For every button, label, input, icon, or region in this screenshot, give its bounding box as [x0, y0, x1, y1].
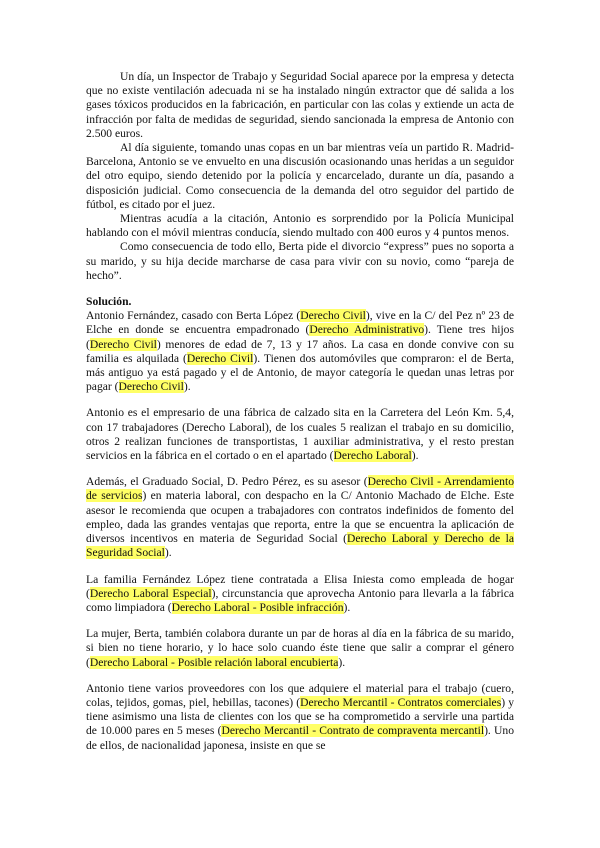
- law-highlight: Derecho Civil: [186, 351, 254, 365]
- text-run: ).: [411, 449, 419, 463]
- text-run: ) menores de edad de 7, 13 y 17 años. La casa en donde convive con su familia es alquilada (: [86, 337, 514, 365]
- text-run: ).: [343, 600, 351, 614]
- intro-paragraph-3: Mientras acudía a la citación, Antonio es sorprendido por la Policía Municipal hablando con el móvil mientras conducía, siendo multado con 400 euros y 4 puntos menos.: [86, 212, 514, 240]
- text-run: La familia Fernández López tiene contratada a Elisa Iniesta como empleada de hogar (: [86, 572, 514, 600]
- text-run: ).: [164, 546, 172, 560]
- solution-title: Solución.: [86, 295, 132, 309]
- intro-paragraph-1: Un día, un Inspector de Trabajo y Seguridad Social aparece por la empresa y detecta que no existe ventilación adecuada ni se ha instalado ningún extractor que dé salida a los gases tóxicos producidos en la fabricación, en particular con las colas y extiende un acta de infracción por falta de medidas de seguridad, siendo sancionada la empresa de Antonio con 2.500 euros.: [86, 70, 514, 140]
- text-run: Antonio Fernández, casado con Berta López (: [86, 309, 301, 323]
- solution-paragraph-6: [86, 682, 514, 753]
- text-run: ).: [338, 655, 346, 669]
- text-run: Antonio tiene varios proveedores con los que adquiere el material para el trabajo (cuero, colas, tejidos, gomas, piel, hebillas, tacones) (: [86, 681, 514, 709]
- law-highlight: Derecho Administrativo: [309, 323, 425, 337]
- law-highlight: Derecho Laboral - Posible infracción: [171, 600, 344, 614]
- intro-paragraph-2: Al día siguiente, tomando unas copas en un bar mientras veía un partido R. Madrid- Barcelona, Antonio se ve envuelto en una discusión ocasionando unas heridas a un seguidor del otro equipo, siendo detenido por la policía y encarcelado, durante un día, pasando a disposición judicial. Como consecuencia de la demanda del otro seguidor del partido de fútbol, es citado por el juez.: [86, 141, 514, 211]
- text-run: Antonio es el empresario de una fábrica de calzado sita en la Carretera del León Km. 5,4, con 17 trabajadores (Derecho Laboral), de los cuales 5 realizan el trabajo en su domicilio, otros 2 realizan funciones de transportistas, 1 auxiliar administrativa, y el resto prestan servicios en la fábrica en el cortado o en el apartado (: [86, 406, 514, 463]
- text-run: ), vive en la C/ del Pez nº 23 de Elche en donde se encuentra empadronado (: [86, 309, 515, 337]
- law-highlight: Derecho Laboral y Derecho de la Seguridad Social: [86, 532, 514, 560]
- document-page: [86, 70, 514, 753]
- solution-paragraph-5: [86, 627, 514, 670]
- text-run: ) en materia laboral, con despacho en la C/ Antonio Machado de Elche. Este asesor le recomienda que ocupen a trabajadores con contratos indefinidos de fomento del empleo, dada las grandes ventajas que reporta, entre la que se encuentra la aplicación de diversos incentivos en materia de Seguridad Social (: [86, 489, 514, 546]
- text-run: ). Tiene tres hijos (: [86, 323, 514, 351]
- text-run: ). Tienen dos automóviles que compraron: el de Berta, más antiguo ya está pagado y el de Antonio, de mayor categoría le quedan unas letras por pagar (: [86, 351, 514, 394]
- law-highlight: Derecho Laboral - Posible relación laboral encubierta: [89, 655, 339, 669]
- law-highlight: Derecho Civil: [118, 380, 184, 394]
- law-highlight: Derecho Mercantil - Contrato de compraventa mercantil: [221, 724, 485, 738]
- text-run: ), circunstancia que aprovecha Antonio para llevarla a la fábrica como limpiadora (: [86, 586, 514, 614]
- law-highlight: Derecho Laboral: [333, 449, 412, 463]
- law-highlight: Derecho Civil: [89, 337, 157, 351]
- law-highlight: Derecho Civil - Arrendamiento de servicios: [86, 475, 514, 503]
- solution-paragraph-2: [86, 406, 514, 463]
- text-run: ).: [183, 380, 191, 394]
- text-run: ). Uno de ellos, de nacionalidad japonesa, insiste en que se: [86, 724, 514, 752]
- law-highlight: Derecho Civil: [300, 309, 366, 323]
- text-run: ) y tiene asimismo una lista de clientes con los que se ha comprometido a servirle una partida de 10.000 pares en 5 meses (: [86, 695, 514, 738]
- intro-paragraph-4: Como consecuencia de todo ello, Berta pide el divorcio “express” pues no soporta a su marido, y su hija decide marcharse de casa para vivir con su novio, como “pareja de hecho”.: [86, 240, 514, 282]
- solution-paragraph-1: [86, 309, 514, 394]
- solution-paragraph-4: [86, 573, 514, 616]
- text-run: Además, el Graduado Social, D. Pedro Pérez, es su asesor (: [86, 475, 368, 489]
- solution-paragraph-3: [86, 475, 514, 560]
- text-run: La mujer, Berta, también colabora durante un par de horas al día en la fábrica de su marido, si bien no tiene horario, y lo hace solo cuando éste tiene que salir a comprar el género (: [86, 627, 514, 669]
- law-highlight: Derecho Laboral Especial: [89, 586, 212, 600]
- law-highlight: Derecho Mercantil - Contratos comerciales: [300, 695, 502, 709]
